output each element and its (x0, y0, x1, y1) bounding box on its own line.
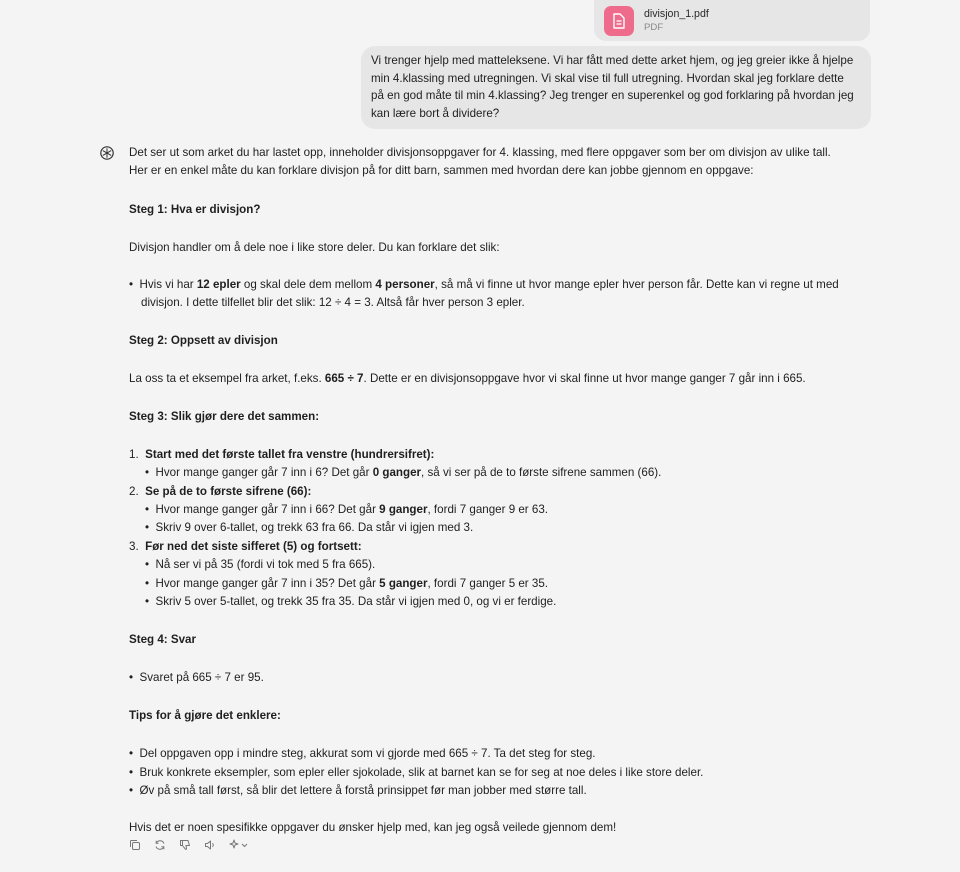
step3-heading: Steg 3: Slik gjør dere det sammen: (129, 410, 320, 423)
step4-heading: Steg 4: Svar (129, 633, 197, 646)
text-fragment: La oss ta et eksempel fra arket, f.eks. (129, 372, 325, 385)
text-fragment: Bruk konkrete eksempler, som epler eller sjokolade, slik at barnet kan se for seg at noe deles i like store deler. (139, 766, 704, 779)
step1-text: Divisjon handler om å dele noe i like store deler. Du kan forklare det slik: (129, 241, 500, 254)
copy-icon[interactable] (128, 838, 142, 852)
bullet-marker: • (129, 671, 134, 684)
text-fragment: Hvor mange ganger går 7 inn i 6? Det går (155, 466, 373, 479)
text-fragment: Hvor mange ganger går 7 inn i 35? Det går (155, 577, 380, 590)
sub-bullet (145, 465, 661, 481)
text-fragment: Svaret på 665 ÷ 7 er 95. (139, 671, 264, 684)
bullet-marker: • (145, 558, 150, 571)
bullet-marker: • (129, 784, 134, 797)
numbered-item-2 (129, 484, 311, 500)
step1-bullet (129, 277, 839, 293)
text-fragment: og skal dele dem mellom (240, 278, 376, 291)
read-aloud-icon[interactable] (203, 838, 217, 852)
text-fragment: Del oppgaven opp i mindre steg, akkurat som vi gjorde med 665 ÷ 7. Ta det steg for steg. (139, 747, 596, 760)
bold-fragment: 5 ganger (379, 577, 428, 590)
tip-bullet (129, 746, 596, 762)
sparkle-icon[interactable] (228, 838, 250, 852)
bullet-marker: • (145, 577, 150, 590)
sub-bullet (145, 557, 375, 573)
sub-bullet (145, 576, 548, 592)
attachment-card[interactable] (594, 0, 870, 41)
attachment-file-name: divisjon_1.pdf (644, 7, 709, 20)
text-fragment: Hvor mange ganger går 7 inn i 66? Det går (155, 503, 380, 516)
text-fragment: , fordi 7 ganger 5 er 35. (427, 577, 549, 590)
bold-fragment: 4 personer (375, 278, 435, 291)
step1-bullet-continued: divisjon. I dette tilfellet blir det slik: 12 ÷ 4 = 3. Altså får hver person 3 epler. (141, 296, 525, 309)
bullet-marker: • (129, 766, 134, 779)
numbered-item-title: Start med det første tallet fra venstre (hundrersifret): (145, 448, 435, 461)
document-icon (604, 6, 634, 36)
user-message-bubble: Vi trenger hjelp med matteleksene. Vi har fått med dette arket hjem, og jeg greier ikke å hjelpe min 4.klassing med utregningen. Vi skal vise til full utregning. Hvordan skal jeg forklare dette på en god måte til min 4.klassing? Jeg trenger en superenkel og god forklaring på hvordan jeg kan lære bort å dividere? (361, 46, 871, 129)
step2-heading: Steg 2: Oppsett av divisjon (129, 334, 278, 347)
tips-heading: Tips for å gjøre det enklere: (129, 709, 281, 722)
text-fragment: Øv på små tall først, så blir det lettere å forstå prinsippet før man jobber med større tall. (139, 784, 587, 797)
bullet-marker: • (129, 747, 134, 760)
thumbs-down-icon[interactable] (178, 838, 192, 852)
bullet-marker: • (145, 503, 150, 516)
sub-bullet (145, 502, 548, 518)
closing-text: Hvis det er noen spesifikke oppgaver du ønsker hjelp med, kan jeg også veilede gjennom dem! (129, 821, 617, 834)
step4-bullet (129, 670, 264, 686)
intro-line-2: Her er en enkel måte du kan forklare divisjon på for ditt barn, sammen med hvordan dere kan jobbe gjennom en oppgave: (129, 164, 754, 177)
intro-line-1: Det ser ut som arket du har lastet opp, inneholder divisjonsoppgaver for 4. klassing, med flere oppgaver som ber om divisjon av ulike tall. (129, 146, 831, 159)
list-number: 3. (129, 540, 139, 553)
sub-bullet (145, 594, 556, 610)
text-fragment: Nå ser vi på 35 (fordi vi tok med 5 fra 665). (155, 558, 376, 571)
text-fragment: , fordi 7 ganger 9 er 63. (427, 503, 549, 516)
assistant-logo-icon (99, 145, 115, 161)
numbered-item-1 (129, 447, 434, 463)
numbered-item-title: Før ned det siste sifferet (5) og fortsett: (145, 540, 362, 553)
bullet-marker: • (145, 521, 150, 534)
bold-fragment: 0 ganger (372, 466, 422, 479)
bold-fragment: 12 epler (196, 278, 241, 291)
step2-text (129, 371, 806, 387)
numbered-item-3 (129, 539, 362, 555)
message-actions (128, 838, 250, 852)
bullet-marker: • (145, 595, 150, 608)
numbered-item-title: Se på de to første sifrene (66): (145, 485, 312, 498)
sub-bullet (145, 520, 473, 536)
bullet-marker: • (145, 466, 150, 479)
text-fragment: Skriv 5 over 5-tallet, og trekk 35 fra 35. Da står vi igjen med 0, og vi er ferdige. (155, 595, 557, 608)
list-number: 1. (129, 448, 139, 461)
text-fragment: Hvis vi har (139, 278, 197, 291)
text-fragment: . Dette er en divisjonsoppgave hvor vi skal finne ut hvor mange ganger 7 går inn i 665. (363, 372, 806, 385)
text-fragment: , så vi ser på de to første sifrene sammen (66). (421, 466, 662, 479)
bold-fragment: 9 ganger (379, 503, 428, 516)
tip-bullet (129, 783, 587, 799)
text-fragment: Skriv 9 over 6-tallet, og trekk 63 fra 66. Da står vi igjen med 3. (155, 521, 474, 534)
regenerate-icon[interactable] (153, 838, 167, 852)
text-fragment: , så må vi finne ut hvor mange epler hver person får. Dette kan vi regne ut med (434, 278, 839, 291)
bold-fragment: 665 ÷ 7 (324, 372, 364, 385)
attachment-file-type: PDF (644, 21, 664, 33)
tip-bullet (129, 765, 703, 781)
step1-heading: Steg 1: Hva er divisjon? (129, 203, 261, 216)
list-number: 2. (129, 485, 139, 498)
bullet-marker: • (129, 278, 134, 291)
